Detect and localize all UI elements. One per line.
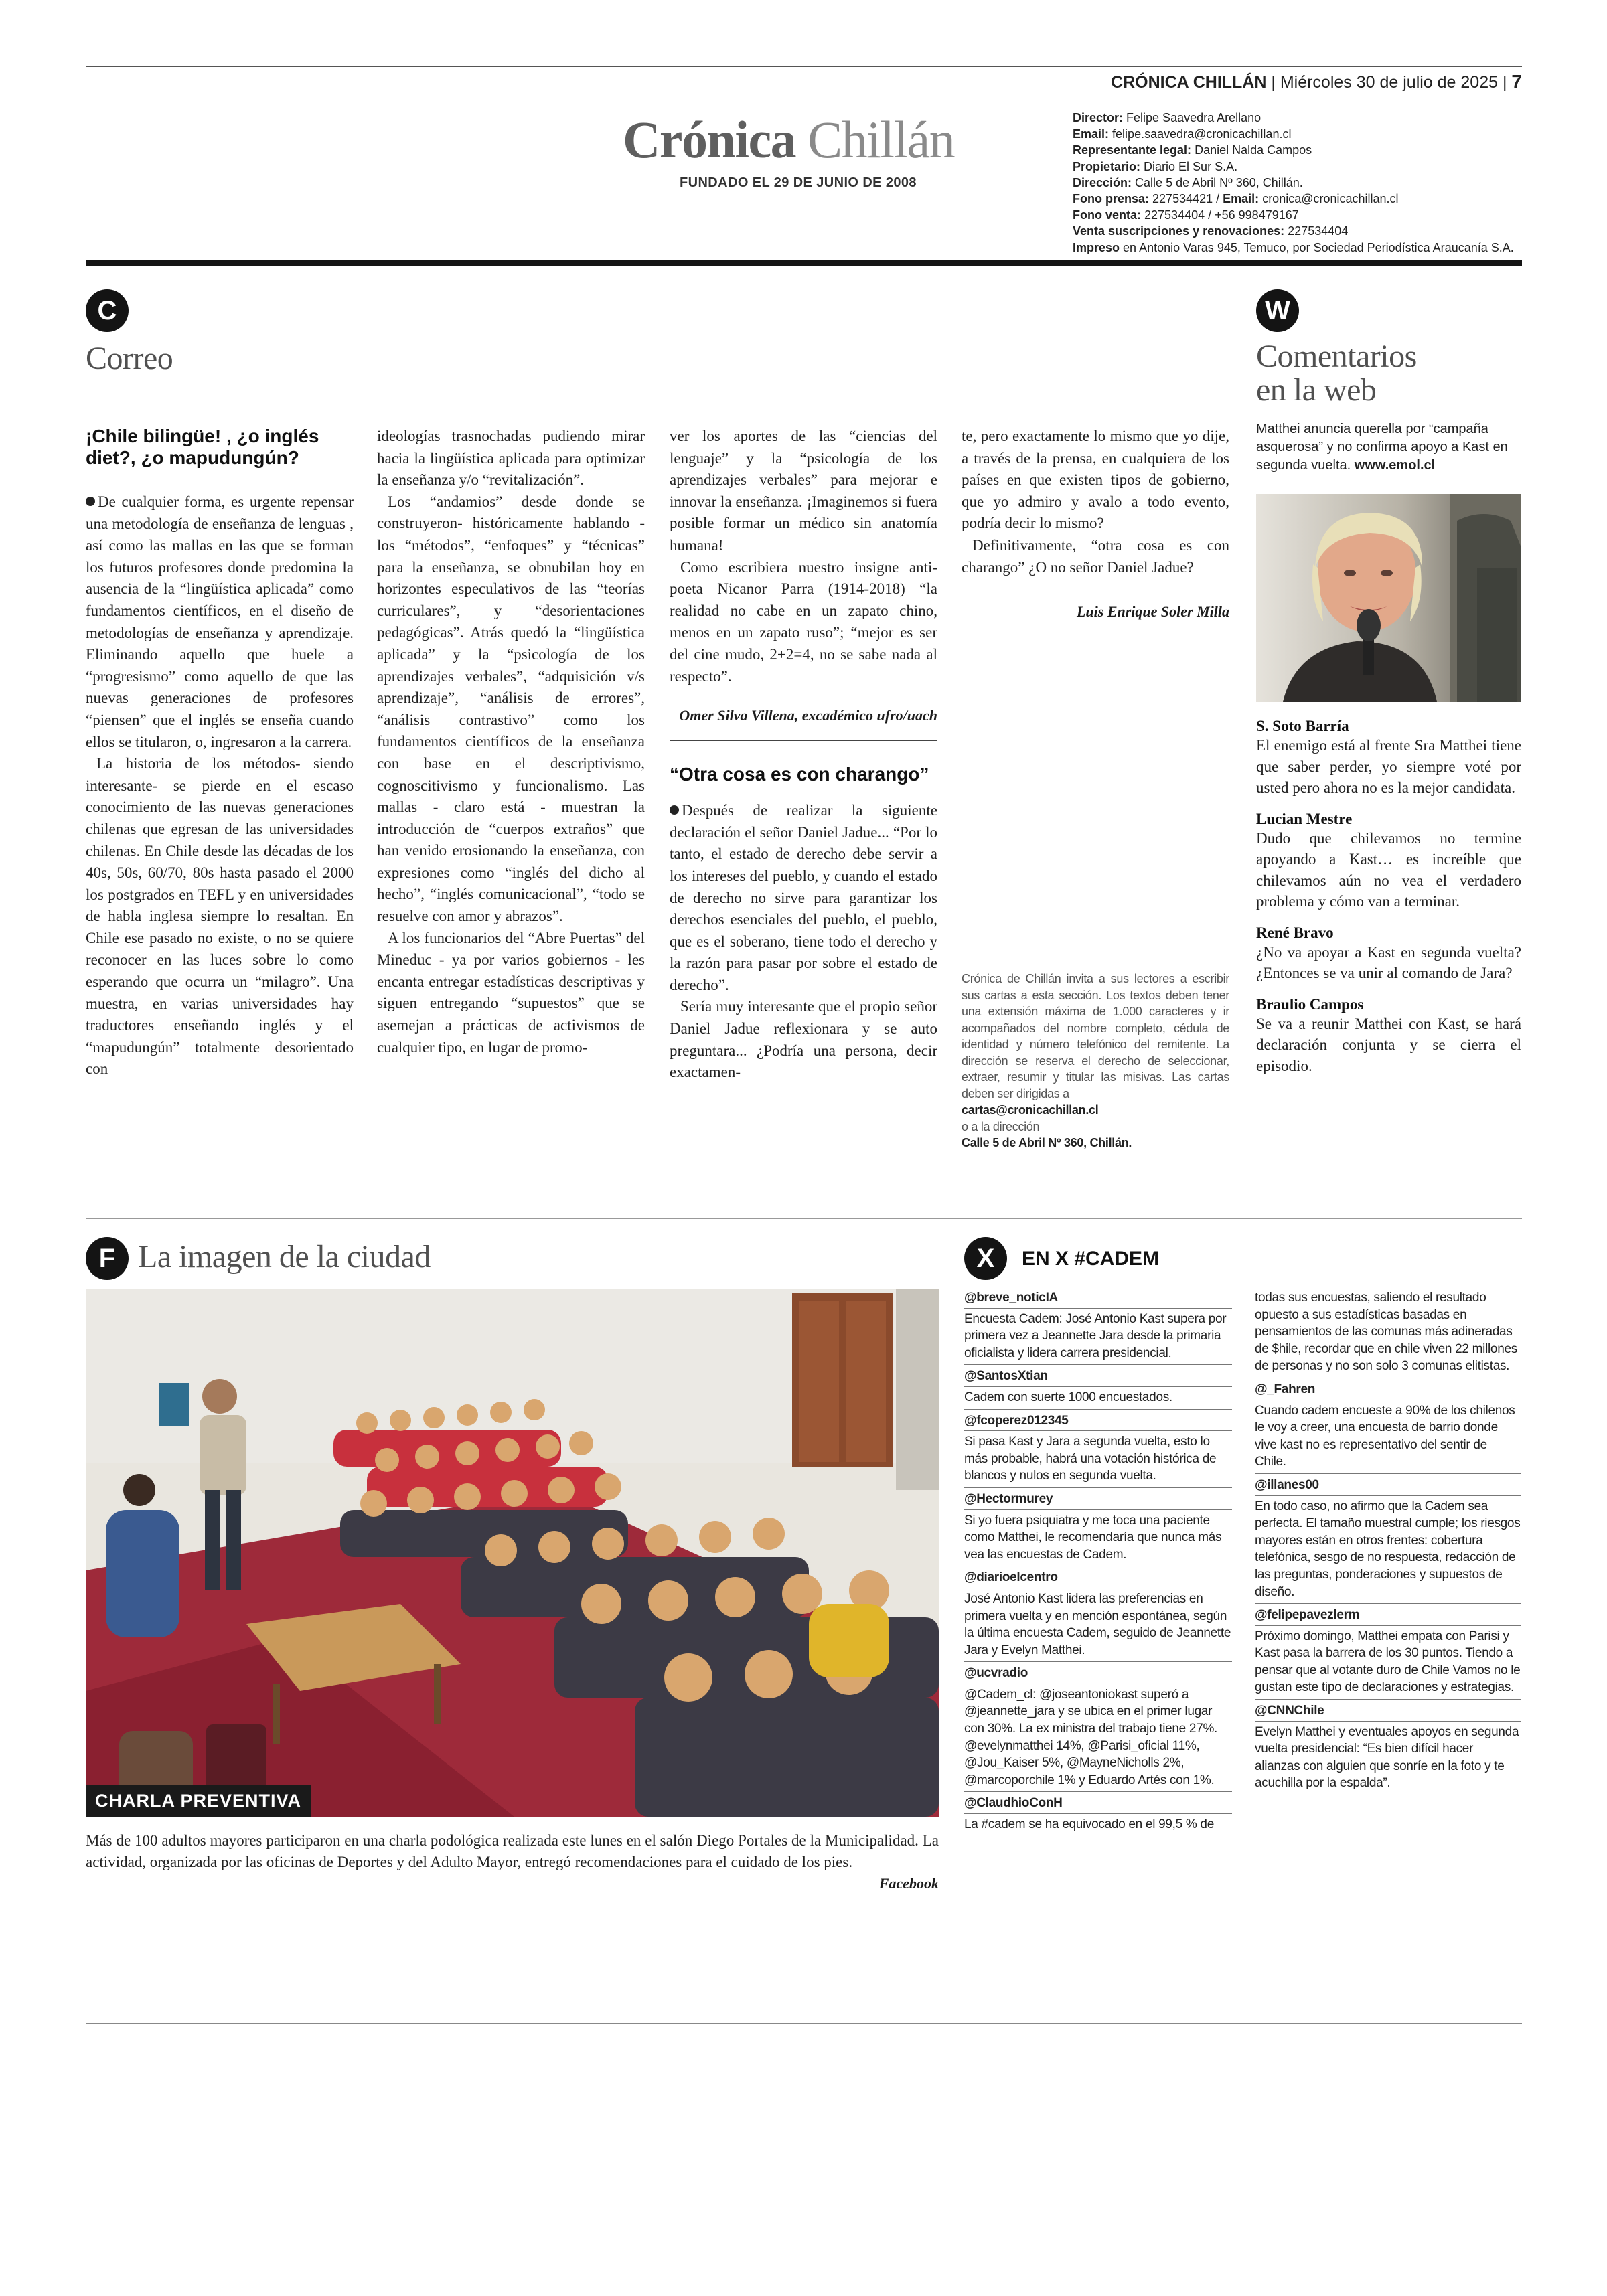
comment-author: Braulio Campos: [1256, 995, 1364, 1013]
masthead-logo: [623, 110, 954, 170]
notice-email: cartas@cronicachillan.cl: [962, 1103, 1099, 1117]
folio-date: Miércoles 30 de julio de 2025: [1280, 73, 1499, 92]
web-title: [1256, 340, 1417, 407]
web-title-line1: Comentarios: [1256, 339, 1417, 374]
paragraph: La historia de los métodos- siendo interesante- se pierde en el escaso conocimiento de las nuevas generaciones chilenas que egresan de las universidades chilenas. En Chile desde las décadas de los 40s, 50s, 60/70, 80s hasta pasado el 2000 los postgrados en TEFL y en universidades de habla inglesa siempre lo resaltan. En Chile ese pasado no existe, o no se quiere reconocer en las luces sobre lo como esperando que ocurra un “milagro”. Una muestra, en varias universidades hay traductores enseñando inglés y el “mapudungún” totalmente desorientado con: [86, 755, 354, 1078]
tweet-text: Cuando cadem encueste a 90% de los chilenos le voy a creer, una encuesta de barrio donde vive kast no es representativo del sentir de Chile.: [1255, 1402, 1521, 1474]
tweet-text: todas sus encuestas, saliendo el resultado opuesto a sus estadísticas basadas en pensamientos de las comunas más adineradas de $hile, recordar que en chile viven 22 millones de personas y no son solo 3 comunas elitistas.: [1255, 1289, 1521, 1378]
web-intro-text: Matthei anuncia querella por “campaña asquerosa” y no confirma apoyo a Kast en segunda vuelta.: [1256, 422, 1508, 473]
letter2-col4: [962, 426, 1229, 622]
comment-item: [1256, 811, 1521, 912]
enx-title: EN X #CADEM: [1022, 1248, 1160, 1270]
tweets-col2: [1255, 1289, 1521, 1792]
logo-part1: Crónica: [623, 110, 796, 169]
comment-author: René Bravo: [1256, 924, 1334, 941]
staff-line: Fono prensa: 227534421 / Email: cronica@cronicachillan.cl: [1073, 192, 1399, 206]
letter1-col1: [86, 426, 354, 1080]
web-intro-site: www.emol.cl: [1354, 458, 1436, 473]
tweet-handle: @felipepavezlerm: [1255, 1607, 1521, 1626]
paragraph: Los “andamios” desde donde se construyeron- históricamente hablando - los “métodos”, “enfoques” y “técnicas” para la enseñanza, se obnubilan hoy en horizontes especulativos de las “teorías curriculares”, y “desorientaciones pedagógicas”. Atrás quedó la “lingüística aplicada” y la “psicología de los aprendizajes verbales”, “adquisición v/s aprendizaje”, “análisis de errores”, “análisis contrastivo” como los fundamentos científicos de la enseñanza con base en el descriptivismo, cognoscitivismo y funcionalismo. Las mallas - claro está - muestran la introducción de “cuerpos extraños” que han venido erosionando la enseñanza, con expresiones como “inglés del dicho al hecho”, “inglés comunicacional”, “todo se resuelve con amor y abrazos”.: [377, 493, 645, 925]
notice-address: Calle 5 de Abril Nº 360, Chillán.: [962, 1136, 1132, 1149]
comment-item: [1256, 924, 1521, 984]
letter2-signature: Luis Enrique Soler Milla: [1076, 603, 1229, 621]
letter2-body-col4: [962, 426, 1229, 578]
paragraph: te, pero exactamente lo mismo que yo dije, a través de la prensa, en cualquiera de los países en que existen tipos de gobierno, que yo admiro y avalo a todo evento, podría decir lo mismo?: [962, 428, 1229, 532]
web-badge: W: [1256, 289, 1299, 332]
speaker-photo-illustration: [1256, 494, 1521, 702]
tweet-text: Si pasa Kast y Jara a segunda vuelta, esto lo más probable, habrá una votación histórica de blancos y nulos en segunda vuelta.: [964, 1433, 1232, 1488]
comment-item: [1256, 996, 1521, 1077]
web-comments: [1256, 718, 1521, 1076]
comment-author: S. Soto Barría: [1256, 718, 1349, 734]
comment-text: Dudo que chilevamos no termine apoyando a Kast… es increíble que chilevamos aún no vea el verdadero problema y cómo van a terminar.: [1256, 829, 1521, 910]
staff-line: Dirección: Calle 5 de Abril Nº 360, Chillán.: [1073, 175, 1303, 189]
paragraph: Sería muy interesante que el propio señor Daniel Jadue reflexionara y se auto preguntara... ¿Podría una persona, decir exactamen-: [670, 998, 937, 1081]
tweet-text: Cadem con suerte 1000 encuestados.: [964, 1389, 1232, 1410]
photo-credit: Facebook: [878, 1875, 939, 1892]
folio-page: 7: [1511, 71, 1522, 92]
staff-line: Fono venta: 227534404 / +56 998479167: [1073, 208, 1299, 222]
founded-line: FUNDADO EL 29 DE JUNIO DE 2008: [680, 175, 917, 190]
comment-text: ¿No va apoyar a Kast en segunda vuelta? ¿Entonces se va unir al comando de Jara?: [1256, 943, 1521, 981]
top-rule: [86, 66, 1522, 67]
folio-paper: CRÓNICA CHILLÁN: [1111, 73, 1267, 92]
tweet-handle: @ClaudhioConH: [964, 1795, 1232, 1814]
correo-title: Correo: [86, 341, 173, 376]
logo-part2: Chillán: [808, 110, 955, 169]
tweets-col1: [964, 1289, 1232, 1833]
bullet-dot: [86, 497, 95, 506]
photo-label: CHARLA PREVENTIVA: [86, 1785, 311, 1817]
imagen-title: La imagen de la ciudad: [138, 1239, 431, 1275]
imagen-badge: F: [86, 1237, 129, 1280]
letters-notice: [962, 971, 1229, 1151]
enx-badge: X: [964, 1237, 1007, 1280]
photo-caption: Más de 100 adultos mayores participaron en una charla podológica realizada este lunes en el salón Diego Portales de la Municipalidad. La actividad, organizada por las oficinas de Deportes y del Adulto Mayor, entregó recomendaciones para el cuidado de los pies.: [86, 1832, 939, 1870]
comment-text: El enemigo está al frente Sra Matthei tiene que saber perder, yo siempre voté por usted pero ahora no es la mejor candidata.: [1256, 737, 1521, 796]
tweet-text: Evelyn Matthei y eventuales apoyos en segunda vuelta presidencial: “Es bien difícil hacer alianzas con alguien que sonríe en la foto y te acuchilla por la espalda”.: [1255, 1724, 1519, 1791]
notice-text: Crónica de Chillán invita a sus lectores a escribir sus cartas a esta sección. Los textos deben tener una extensión máxima de 1.000 caracteres y ir acompañados del nombre completo, cédula de identidad y número telefónico del remitente. La dirección se reserva el derecho de seleccionar, extraer, resumir y titular las misivas. Las cartas deben ser dirigidas a: [962, 972, 1229, 1100]
letter1-title: ¡Chile bilingüe! , ¿o inglés diet?, ¿o mapudungún?: [86, 426, 319, 468]
tweet-handle: @_Fahren: [1255, 1381, 1521, 1400]
letter2-body-col3: [670, 800, 937, 1084]
city-photo: [86, 1289, 939, 1817]
tweet-handle: @fcoperez012345: [964, 1412, 1232, 1432]
letter2-title: “Otra cosa es con charango”: [670, 764, 929, 785]
tweet-text: @Cadem_cl: @joseantoniokast superó a @jeannette_jara y se ubica en el primer lugar con 30%. La ex ministra del trabajo tiene 27%. @evelynmatthei 14%, @Parisi_oficial 11%, @Jou_Kaiser 5%, @MayneNicholls 2%, @marcoporchile 1% y Eduardo Artés con 1%.: [964, 1686, 1232, 1793]
notice-or: o a la dirección: [962, 1119, 1040, 1133]
tweet-handle: @illanes00: [1255, 1477, 1521, 1496]
letter1-body-col2: [377, 426, 645, 1058]
masthead-rule: [86, 260, 1522, 266]
tweet-text: La #cadem se ha equivocado en el 99,5 % de: [964, 1817, 1214, 1832]
tweet-handle: @breve_noticIA: [964, 1289, 1232, 1309]
paragraph: Definitivamente, “otra cosa es con charango” ¿O no señor Daniel Jadue?: [962, 536, 1229, 576]
folio: CRÓNICA CHILLÁN | Miércoles 30 de julio de 2025 | 7: [1111, 71, 1522, 92]
bullet-dot: [670, 805, 679, 815]
staff-line: Venta suscripciones y renovaciones: 227534404: [1073, 224, 1349, 238]
paragraph: ver los aportes de las “ciencias del lenguaje” y la “psicología de los aprendizajes verbales” para mejorar e innovar la enseñanza. ¡Imaginemos si fuera posible formar un médico sin anatomía humana!: [670, 428, 937, 554]
paragraph: ideologías trasnochadas pudiendo mirar hacia la lingüística aplicada para optimizar la enseñanza y/o “revitalización”.: [377, 428, 645, 489]
tweet-handle: @Hectormurey: [964, 1491, 1232, 1510]
tweet-handle: @CNNChile: [1255, 1702, 1521, 1722]
tweet-text: Próximo domingo, Matthei empata con Parisi y Kast pasa la barrera de los 30 puntos. Tiendo a pensar que al votante duro de Chile Vamos no le gustan este tipo de declaraciones y estrategias.: [1255, 1628, 1521, 1700]
staff-box: [1073, 110, 1515, 256]
paragraph: De cualquier forma, es urgente repensar una metodología de enseñanza de lenguas , así como las mallas en las que se forman los futuros profesores donde predomina la ausencia de la “lingüística aplicada” como fundamentos científicos, en el diseño de metodologías de enseñanza y aprendizaje. Eliminando aquello que huele a “progresismo” como aquello de que las nuevas generaciones de profesores “piensen” que el inglés se enseña cuando ellos se titularon, o, ingresaron a la carrera.: [86, 493, 354, 750]
tweet-text: Encuesta Cadem: José Antonio Kast supera por primera vez a Jeannette Jara desde la primaria oficialista y lidera carrera presidencial.: [964, 1311, 1232, 1366]
correo-badge: C: [86, 289, 129, 332]
staff-line: Representante legal: Daniel Nalda Campos: [1073, 143, 1312, 157]
paragraph: Después de realizar la siguiente declaración el señor Daniel Jadue... “Por lo tanto, el estado de derecho debe servir a los intereses del pueblo, y cuando el estado de derecho no sirve para garantizar los derechos esenciales del pueblo, el pueblo, que es el soberano, tiene todo el derecho y la razón para pasar por sobre el estado de derecho”.: [670, 802, 937, 993]
tweet-handle: @ucvradio: [964, 1665, 1232, 1684]
staff-line: Email: felipe.saavedra@cronicachillan.cl: [1073, 127, 1292, 141]
comment-item: [1256, 718, 1521, 799]
letter-divider: [670, 740, 937, 741]
tweet-text: En todo caso, no afirmo que la Cadem sea perfecta. El tamaño muestral cumple; los riesgos mayores están en otros frentes: cobertura telefónica, sesgo de no respuesta, redacción de las preguntas, ponderaciones y supuestos de diseño.: [1255, 1498, 1521, 1605]
staff-line: Impreso en Antonio Varas 945, Temuco, por Sociedad Periodística Araucanía S.A.: [1073, 240, 1514, 254]
web-title-line2: en la web: [1256, 372, 1377, 408]
letter1-signature: Omer Silva Villena, excadémico ufro/uach: [679, 707, 937, 724]
letter1-body-col1: [86, 491, 354, 1080]
comment-text: Se va a reunir Matthei con Kast, se hará declaración conjunta y se cierra el episodio.: [1256, 1015, 1521, 1074]
paragraph: A los funcionarios del “Abre Puertas” del Mineduc - ya por varios gobiernos - les encanta entregar estadísticas descriptivas y siguen entregando “supuestos” que se asemejan a prácticas de activismos de cualquier tipo, en lugar de promo-: [377, 929, 645, 1056]
letter1-body-col3: [670, 426, 937, 687]
city-photo-illustration: [86, 1289, 939, 1817]
paragraph: Como escribiera nuestro insigne anti-poeta Nicanor Parra (1914-2018) “la realidad no cabe en un zapato chino, menos en un zapato ruso”; “mejor es ser del cine mudo, 2+2=4, no se sabe nada al respecto”.: [670, 558, 937, 685]
bottom-rule: [86, 2023, 1522, 2024]
staff-line: Director: Felipe Saavedra Arellano: [1073, 111, 1261, 125]
tweet-handle: @diarioelcentro: [964, 1569, 1232, 1588]
comment-author: Lucian Mestre: [1256, 810, 1353, 827]
section-rule: [86, 1218, 1522, 1219]
tweet-handle: @SantosXtian: [964, 1368, 1232, 1387]
staff-line: Propietario: Diario El Sur S.A.: [1073, 159, 1238, 173]
letter1-col3: [670, 426, 937, 1084]
tweet-text: José Antonio Kast lidera las preferencias en primera vuelta y en mención espontánea, según la última encuesta Cadem, seguido de Jeannette Jara y Evelyn Matthei.: [964, 1590, 1232, 1662]
speaker-photo: [1256, 494, 1521, 702]
tweet-text: Si yo fuera psiquiatra y me toca una paciente como Matthei, le recomendaría que nunca más vea las encuestas de Cadem.: [964, 1512, 1232, 1567]
web-intro: [1256, 420, 1521, 475]
